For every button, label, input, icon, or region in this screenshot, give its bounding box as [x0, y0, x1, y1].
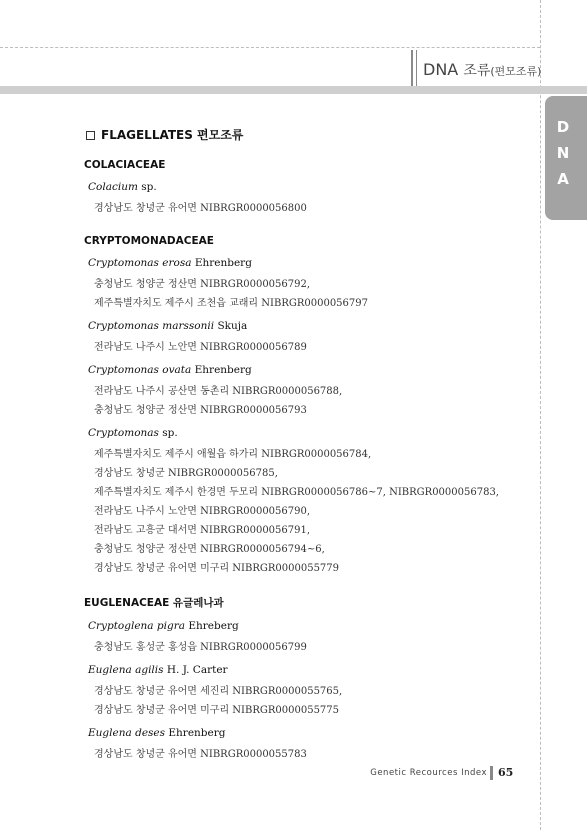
species-name: Cryptomonas erosa Ehrenberg: [88, 257, 252, 269]
header-dna: DNA: [423, 60, 459, 79]
location-line: 충청남도 청양군 정산면 NIBRGR0000056792,: [94, 279, 311, 290]
side-tab-letter: A: [557, 170, 569, 188]
species-entry: [84, 662, 534, 720]
location-line: 충청남도 청양군 정산면 NIBRGR0000056793: [94, 405, 307, 416]
location-line: 경상남도 창녕군 유어면 NIBRGR0000056800: [94, 203, 307, 214]
species-name: Cryptomonas sp.: [88, 427, 178, 439]
location-line: 전라남도 고흥군 대서면 NIBRGR0000056791,: [94, 525, 311, 536]
footer-text: Genetic Recources Index: [370, 768, 487, 778]
species-name: Euglena deses Ehrenberg: [88, 727, 226, 739]
running-header: [423, 60, 541, 80]
section-title: FLAGELLATES 편모조류: [84, 126, 534, 143]
species-entry: [84, 318, 534, 357]
right-dashed-guide: [540, 0, 541, 830]
location-line: 제주특별자치도 제주시 조천읍 교래리 NIBRGR0000056797: [94, 298, 368, 309]
species-entry: [84, 425, 534, 578]
header-divider: [411, 50, 413, 86]
family-heading: EUGLENACEAE 유글레나과: [84, 597, 224, 609]
location-line: 제주특별자치도 제주시 한경면 두모리 NIBRGR0000056786~7, NIBRGR0000056783,: [94, 487, 499, 498]
location-line: 전라남도 나주시 노안면 NIBRGR0000056789: [94, 342, 307, 353]
species-entry: [84, 255, 534, 313]
species-entry: [84, 618, 534, 657]
location-line: 경상남도 창녕군 유어면 NIBRGR0000055783: [94, 749, 307, 760]
header-title-ko: 조류: [463, 63, 491, 79]
page-number: 65: [498, 766, 514, 779]
location-line: 전라남도 나주시 노안면 NIBRGR0000056790,: [94, 506, 311, 517]
location-line: 경상남도 창녕군 유어면 미구리 NIBRGR0000055775: [94, 705, 340, 716]
header-bar: [0, 86, 587, 94]
species-name: Euglena agilis H. J. Carter: [88, 664, 228, 676]
content: [84, 126, 534, 769]
location-line: 충청남도 청양군 정산면 NIBRGR0000056794~6,: [94, 544, 325, 555]
species-entry: [84, 362, 534, 420]
family-heading: CRYPTOMONADACEAE: [84, 235, 214, 247]
footer-divider: [490, 766, 493, 780]
side-index-tab[interactable]: [545, 96, 587, 220]
species-name: Cryptomonas marssonii Skuja: [88, 320, 248, 332]
side-tab-letter: N: [556, 144, 570, 162]
location-line: 제주특별자치도 제주시 애월읍 하가리 NIBRGR0000056784,: [94, 449, 372, 460]
side-tab-letter: D: [556, 118, 570, 136]
top-dashed-guide: [0, 47, 540, 48]
location-line: 전라남도 나주시 공산면 동촌리 NIBRGR0000056788,: [94, 386, 343, 397]
location-line: 충청남도 홍성군 홍성읍 NIBRGR0000056799: [94, 642, 307, 653]
species-name: Cryptoglena pigra Ehreberg: [88, 620, 239, 632]
header-title-sub: (편모조류): [490, 65, 542, 78]
species-name: Colacium sp.: [88, 181, 157, 193]
species-entry: [84, 179, 534, 218]
location-line: 경상남도 창녕군 유어면 세진리 NIBRGR0000055765,: [94, 686, 343, 697]
header-divider-thin: [416, 50, 417, 86]
location-line: 경상남도 창녕군 유어면 미구리 NIBRGR0000055779: [94, 563, 340, 574]
location-line: 경상남도 창녕군 NIBRGR0000056785,: [94, 468, 278, 479]
family-heading: COLACIACEAE: [84, 159, 166, 171]
species-name: Cryptomonas ovata Ehrenberg: [88, 364, 252, 376]
species-entry: [84, 725, 534, 764]
checkbox-bullet-icon: [86, 131, 95, 140]
